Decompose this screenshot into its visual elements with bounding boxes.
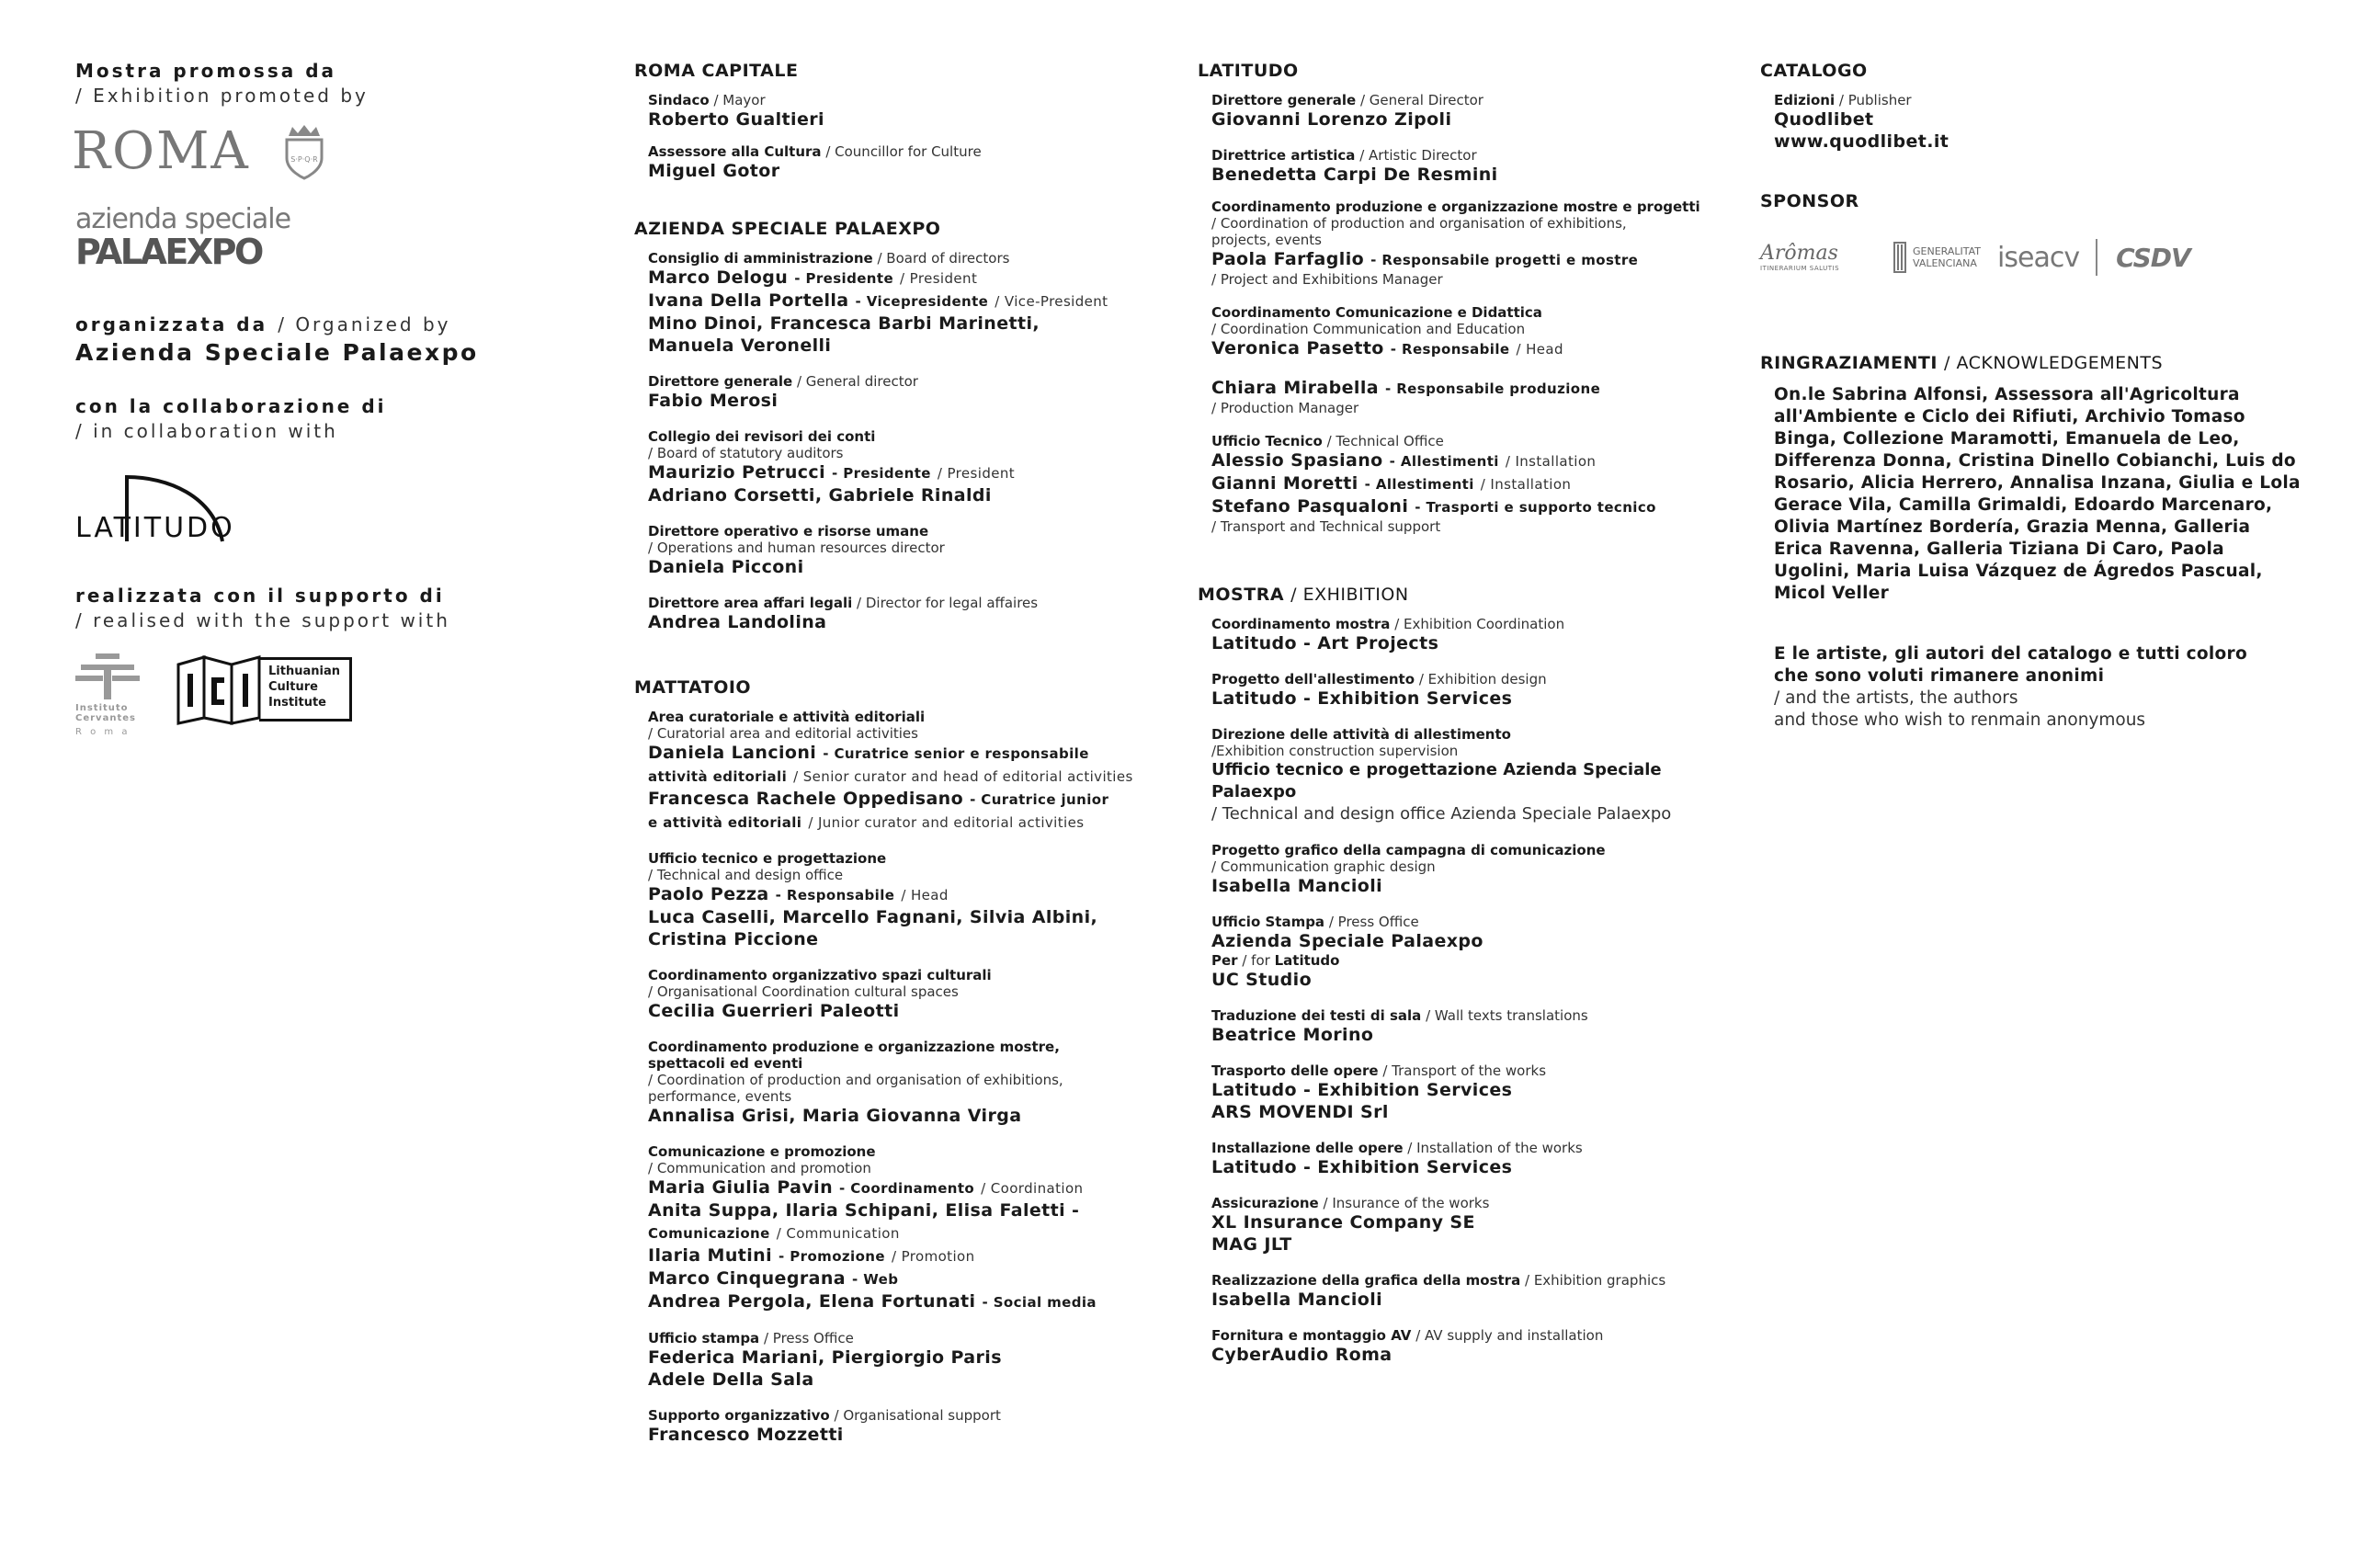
promoted-label-en: / Exhibition promoted by bbox=[75, 85, 369, 107]
section-title-it: MOSTRA bbox=[1198, 585, 1285, 605]
role-it: Progetto grafico della campagna di comunicazione bbox=[1211, 842, 1606, 858]
section-title bbox=[1760, 351, 2302, 375]
palaexpo-logo-bottom: PALAEXPO bbox=[75, 232, 262, 272]
role-it: spettacoli ed eventi bbox=[648, 1055, 803, 1072]
role-en: / Installation bbox=[1505, 453, 1597, 470]
role-en: / Transport of the works bbox=[1382, 1062, 1547, 1079]
section-title: CATALOGO bbox=[1760, 61, 1868, 81]
credit-name bbox=[1211, 377, 1740, 400]
credit-name: Latitudo - Exhibition Services bbox=[1211, 688, 1513, 709]
credit-name: Luca Caselli, Marcello Fagnani, Silvia Albini, bbox=[648, 907, 1098, 927]
support-label-it: realizzata con il supporto di bbox=[75, 585, 445, 607]
credit-entry bbox=[1211, 147, 1740, 186]
role-it: Direzione delle attività di allestimento bbox=[1211, 726, 1511, 743]
section-title: LATITUDO bbox=[1198, 61, 1299, 81]
role-sub: - Vicepresidente bbox=[855, 293, 989, 310]
latitudo-logo bbox=[75, 470, 241, 543]
role-en: / Artistic Director bbox=[1359, 147, 1477, 164]
person-name: Stefano Pasqualoni bbox=[1211, 496, 1409, 517]
credit-entry bbox=[648, 428, 1167, 506]
credit-name bbox=[1211, 472, 1740, 495]
person-name: Andrea Pergola, Elena Fortunati bbox=[648, 1291, 976, 1312]
role-en: projects, events bbox=[1211, 232, 1322, 248]
person-name: Maria Giulia Pavin bbox=[648, 1177, 834, 1198]
role-en: / Curatorial area and editorial activities bbox=[648, 725, 918, 742]
credit-name: Andrea Landolina bbox=[648, 612, 827, 632]
person-name: Maurizio Petrucci bbox=[648, 462, 826, 483]
credit-entry bbox=[648, 523, 1167, 578]
ack-line: Erica Ravenna, Galleria Tiziana Di Caro, Paola bbox=[1774, 540, 2224, 559]
credit-entry bbox=[648, 1039, 1167, 1127]
roma-wordmark: ROMA bbox=[72, 121, 250, 181]
support-label-en: / realised with the support with bbox=[75, 609, 450, 631]
credit-name bbox=[648, 290, 1167, 312]
credit-entry bbox=[1211, 1327, 1740, 1366]
role-it: Fornitura e montaggio AV bbox=[1211, 1327, 1412, 1344]
role-en: / Insurance of the works bbox=[1323, 1195, 1490, 1211]
person-name: Francesca Rachele Oppedisano bbox=[648, 789, 964, 809]
credit-name: Adriano Corsetti, Gabriele Rinaldi bbox=[648, 485, 992, 506]
role-en: / Technical Office bbox=[1326, 433, 1444, 449]
credit-entry bbox=[648, 1407, 1167, 1446]
closing-line-it: che sono voluti rimanere anonimi bbox=[1774, 666, 2105, 686]
credit-name bbox=[648, 742, 1167, 765]
role-en: / Exhibition design bbox=[1418, 671, 1547, 687]
ack-line: Differenza Donna, Cristina Dinello Cobianchi, Luis do bbox=[1774, 451, 2296, 471]
section-title: ROMA CAPITALE bbox=[634, 61, 799, 81]
person-name: Daniela Lancioni bbox=[648, 743, 817, 763]
credit-name bbox=[648, 1290, 1167, 1313]
credit-entry bbox=[1211, 1007, 1740, 1046]
role-it: Collegio dei revisori dei conti bbox=[648, 428, 876, 445]
role-en: / Communication and promotion bbox=[648, 1160, 871, 1176]
role-it: Per bbox=[1211, 952, 1238, 969]
person-name: Alessio Spasiano bbox=[1211, 450, 1383, 471]
ack-line: all'Ambiente e Ciclo dei Rifiuti, Archivio Tomaso bbox=[1774, 407, 2245, 426]
role-en: /Exhibition construction supervision bbox=[1211, 743, 1459, 759]
role-sub: - Coordinamento bbox=[839, 1180, 975, 1197]
role-it: Realizzazione della grafica della mostra bbox=[1211, 1272, 1521, 1289]
credit-name: Miguel Gotor bbox=[648, 161, 780, 181]
role-it: Direttore operativo e risorse umane bbox=[648, 523, 929, 540]
role-it: Coordinamento organizzativo spazi culturali bbox=[648, 967, 992, 983]
credit-entry bbox=[1211, 304, 1740, 360]
credit-name: Giovanni Lorenzo Zipoli bbox=[1211, 109, 1452, 130]
role-en: / Organisational support bbox=[834, 1407, 1001, 1424]
credits-column-latitudo-mostra bbox=[1198, 59, 1740, 1379]
credit-name: Latitudo - Exhibition Services bbox=[1211, 1157, 1513, 1177]
role-sub: - Responsabile bbox=[1390, 341, 1510, 358]
credit-name: Latitudo - Art Projects bbox=[1211, 633, 1439, 653]
lci-line-3: Institute bbox=[268, 696, 327, 710]
role-it: Coordinamento produzione e organizzazione mostre, bbox=[648, 1039, 1060, 1055]
palaexpo-logo bbox=[75, 203, 553, 272]
credit-name: Annalisa Grisi, Maria Giovanna Virga bbox=[648, 1106, 1022, 1126]
credit-name bbox=[648, 461, 1167, 484]
publisher-website: www.quodlibet.it bbox=[1774, 131, 1949, 152]
role-it: Coordinamento produzione e organizzazione mostre e progetti bbox=[1211, 199, 1700, 215]
promoted-label-it: Mostra promossa da bbox=[75, 60, 337, 82]
credit-name: Francesco Mozzetti bbox=[648, 1425, 844, 1445]
publisher-name: Quodlibet bbox=[1774, 109, 1874, 130]
role-it: Sindaco bbox=[648, 92, 710, 108]
role-en: / Head bbox=[901, 887, 949, 903]
role-en: / for bbox=[1242, 952, 1270, 969]
credit-name-en: / Technical and design office Azienda Speciale Palaexpo bbox=[1211, 804, 1672, 824]
collab-label-en: / in collaboration with bbox=[75, 420, 338, 442]
credit-name bbox=[648, 1244, 1167, 1267]
person-name: Marco Delogu bbox=[648, 267, 789, 288]
role-sub: - Presidente bbox=[794, 270, 894, 287]
credit-name: Manuela Veronelli bbox=[648, 335, 832, 356]
section-title: MATTATOIO bbox=[634, 677, 752, 698]
role-it: Installazione delle opere bbox=[1211, 1140, 1404, 1156]
ack-line: Binga, Collezione Maramotti, Emanuela de Leo, bbox=[1774, 429, 2240, 449]
closing-line-en: and those who wish to renmain anonymous bbox=[1774, 710, 2146, 730]
role-en: / Wall texts translations bbox=[1426, 1007, 1588, 1024]
lci-logo bbox=[176, 653, 352, 725]
credit-name: Isabella Mancioli bbox=[1211, 876, 1383, 896]
credits-column-catalogue-sponsor bbox=[1760, 59, 2302, 744]
credit-name: Ufficio tecnico e progettazione Azienda Speciale Palaexpo bbox=[1211, 760, 1662, 801]
credit-name bbox=[648, 765, 1167, 788]
generalitat-line-2: VALENCIANA bbox=[1913, 257, 1977, 269]
credit-name: Fabio Merosi bbox=[648, 391, 779, 411]
role-sub: - Curatrice junior bbox=[970, 791, 1109, 808]
ack-closing bbox=[1774, 643, 2302, 732]
credit-name: Roberto Gualtieri bbox=[648, 109, 824, 130]
credit-name: Benedetta Carpi De Resmini bbox=[1211, 165, 1498, 185]
roma-crest-text: S·P·Q·R bbox=[290, 155, 318, 164]
sponsor-logos bbox=[1760, 230, 2302, 285]
credit-entry bbox=[1211, 671, 1740, 710]
role-en: / Installation of the works bbox=[1407, 1140, 1583, 1156]
aromas-logo bbox=[1760, 243, 1869, 272]
section-mostra bbox=[1198, 583, 1740, 1366]
credit-entry bbox=[1211, 1140, 1740, 1178]
roma-crest-icon bbox=[281, 123, 327, 180]
role-en: / Project and Exhibitions Manager bbox=[1211, 271, 1443, 288]
role-en: / Junior curator and editorial activities bbox=[808, 814, 1085, 831]
credit-name bbox=[1211, 248, 1740, 271]
role-en: / President bbox=[900, 270, 978, 287]
section-catalogo bbox=[1760, 59, 2302, 153]
section-title: SPONSOR bbox=[1760, 191, 1859, 211]
section-title-it: RINGRAZIAMENTI bbox=[1760, 353, 1938, 373]
credit-name bbox=[648, 883, 1167, 906]
role-en: / Promotion bbox=[891, 1248, 975, 1265]
role-it: Trasporto delle opere bbox=[1211, 1062, 1379, 1079]
credit-entry bbox=[1211, 726, 1740, 825]
ack-line: Rosario, Alicia Herrero, Annalisa Inzana, Giulia e Lola bbox=[1774, 473, 2301, 493]
credit-name bbox=[1211, 337, 1740, 360]
ack-line: Gerace Vila, Camilla Grimaldi, Edoardo Marcenaro, bbox=[1774, 495, 2273, 515]
role-en: / Press Office bbox=[763, 1330, 854, 1346]
role-sub: - Allestimenti bbox=[1389, 453, 1499, 470]
role-sub: Comunicazione bbox=[648, 1225, 770, 1242]
role-en: / AV supply and installation bbox=[1415, 1327, 1604, 1344]
role-it: Comunicazione e promozione bbox=[648, 1143, 876, 1160]
person-name: Gianni Moretti bbox=[1211, 473, 1358, 494]
ack-line: Ugolini, Maria Luisa Vázquez de Ágredos Pascual, bbox=[1774, 562, 2263, 581]
credit-name: Cecilia Guerrieri Paleotti bbox=[648, 1001, 900, 1021]
cervantes-icon bbox=[75, 653, 140, 699]
role-it: Ufficio tecnico e progettazione bbox=[648, 850, 887, 867]
role-sub: attività editoriali bbox=[648, 768, 788, 785]
ack-line: Micol Veller bbox=[1774, 584, 1890, 603]
credits-column-rome-palaexpo-mattatoio bbox=[634, 59, 1167, 1459]
role-it: Direttore area affari legali bbox=[648, 595, 853, 611]
organized-label-it: organizzata da bbox=[75, 313, 268, 335]
credit-name bbox=[648, 811, 1167, 834]
credits-column-promoters bbox=[72, 59, 553, 737]
person-name: Ivana Della Portella bbox=[648, 290, 849, 311]
role-en: / Councillor for Culture bbox=[825, 143, 982, 160]
role-en: / Communication graphic design bbox=[1211, 858, 1436, 875]
credit-entry bbox=[648, 1330, 1167, 1391]
role-en: / Director for legal affaires bbox=[857, 595, 1039, 611]
credit-entry bbox=[1211, 92, 1740, 131]
role-en: / Coordination of production and organisation of exhibitions, bbox=[648, 1072, 1063, 1088]
section-acknowledgements bbox=[1760, 351, 2302, 732]
role-sub: - Web bbox=[851, 1271, 899, 1288]
person-name: Chiara Mirabella bbox=[1211, 378, 1379, 398]
credit-entry bbox=[1211, 1272, 1740, 1311]
organizer-name: Azienda Speciale Palaexpo bbox=[75, 339, 479, 366]
credit-entry bbox=[1211, 1195, 1740, 1256]
cervantes-line-3: R o m a bbox=[75, 727, 131, 737]
role-it: Ufficio Stampa bbox=[1211, 914, 1325, 930]
credit-entry bbox=[648, 373, 1167, 412]
role-en: / General director bbox=[796, 373, 918, 390]
role-it: Direttore generale bbox=[1211, 92, 1357, 108]
aromas-wordmark: Arômas bbox=[1760, 242, 1838, 265]
lci-icon bbox=[176, 653, 261, 725]
role-it: Area curatoriale e attività editoriali bbox=[648, 709, 926, 725]
iseacv-logo: iseacv bbox=[1997, 241, 2080, 274]
credit-name: Federica Mariani, Piergiorgio Paris bbox=[648, 1347, 1002, 1368]
role-en: / Coordination Communication and Education bbox=[1211, 321, 1526, 337]
credit-entry bbox=[648, 92, 1167, 131]
section-title-en: / EXHIBITION bbox=[1290, 585, 1409, 605]
credit-entry bbox=[1211, 842, 1740, 897]
role-en: / Transport and Technical support bbox=[1211, 518, 1441, 535]
role-it: Coordinamento Comunicazione e Didattica bbox=[1211, 304, 1542, 321]
role-en: / Coordination bbox=[981, 1180, 1084, 1197]
role-en: / Press Office bbox=[1328, 914, 1419, 930]
role-en: / Communication bbox=[776, 1225, 900, 1242]
credit-name: Adele Della Sala bbox=[648, 1369, 814, 1390]
credit-name: Mino Dinoi, Francesca Barbi Marinetti, bbox=[648, 313, 1040, 334]
credit-entry bbox=[648, 1143, 1167, 1313]
closing-line-en: / and the artists, the authors bbox=[1774, 688, 2018, 708]
role-en: / Technical and design office bbox=[648, 867, 844, 883]
credit-entry bbox=[648, 143, 1167, 182]
role-it: Supporto organizzativo bbox=[648, 1407, 830, 1424]
credit-name: Daniela Picconi bbox=[648, 557, 804, 577]
role-sub: - Responsabile progetti e mostre bbox=[1370, 252, 1639, 268]
lci-line-2: Culture bbox=[268, 680, 318, 694]
credit-name bbox=[1211, 449, 1740, 472]
role-it: Latitudo bbox=[1274, 952, 1340, 969]
aromas-tagline: ITINERARIUM SALUTIS bbox=[1760, 265, 1840, 272]
credit-entry bbox=[648, 709, 1167, 834]
role-en: / Exhibition Coordination bbox=[1394, 616, 1565, 632]
role-it: Assicurazione bbox=[1211, 1195, 1319, 1211]
ack-line: On.le Sabrina Alfonsi, Assessora all'Agricoltura bbox=[1774, 385, 2240, 404]
role-it: Ufficio Tecnico bbox=[1211, 433, 1323, 449]
role-sub: - Social media bbox=[982, 1294, 1097, 1311]
credit-name: Cristina Piccione bbox=[648, 929, 819, 949]
section-palaexpo bbox=[634, 217, 1167, 633]
credit-name bbox=[648, 1267, 1167, 1290]
section-title-en: / ACKNOWLEDGEMENTS bbox=[1944, 353, 2164, 373]
credit-entry bbox=[648, 967, 1167, 1022]
credit-entry bbox=[1211, 199, 1740, 288]
csdv-logo: CSDV bbox=[2116, 242, 2190, 273]
section-title: AZIENDA SPECIALE PALAEXPO bbox=[634, 219, 941, 239]
role-sub: - Promozione bbox=[779, 1248, 885, 1265]
section-latitudo bbox=[1198, 59, 1740, 535]
role-sub: - Responsabile produzione bbox=[1384, 381, 1601, 397]
section-title bbox=[1198, 583, 1740, 607]
credit-entry bbox=[648, 850, 1167, 950]
roma-logo bbox=[72, 119, 553, 184]
credit-entry bbox=[1211, 377, 1740, 416]
person-name: Paolo Pezza bbox=[648, 884, 769, 904]
role-sub: - Responsabile bbox=[775, 887, 895, 903]
person-name: Veronica Pasetto bbox=[1211, 338, 1384, 358]
instituto-cervantes-logo bbox=[75, 653, 153, 737]
role-sub: e attività editoriali bbox=[648, 814, 802, 831]
lci-line-1: Lithuanian bbox=[268, 665, 340, 678]
role-en: / Senior curator and head of editorial activities bbox=[793, 768, 1133, 785]
role-en: / Head bbox=[1516, 341, 1563, 358]
role-it: Direttore generale bbox=[648, 373, 793, 390]
credit-name: MAG JLT bbox=[1211, 1234, 1292, 1255]
person-name: Paola Farfaglio bbox=[1211, 249, 1365, 269]
credit-name bbox=[1211, 495, 1740, 518]
role-en: / Vice-President bbox=[995, 293, 1108, 310]
role-en: / Exhibition graphics bbox=[1525, 1272, 1666, 1289]
role-en: / President bbox=[937, 465, 1016, 482]
section-roma-capitale bbox=[634, 59, 1167, 182]
role-en: / Board of directors bbox=[877, 250, 1010, 267]
credit-entry bbox=[1211, 433, 1740, 535]
role-en: / General Director bbox=[1359, 92, 1483, 108]
generalitat-line-1: GENERALITAT bbox=[1913, 245, 1982, 257]
role-en: performance, events bbox=[648, 1088, 792, 1105]
credit-name: ARS MOVENDI Srl bbox=[1211, 1102, 1389, 1122]
role-it: Coordinamento mostra bbox=[1211, 616, 1391, 632]
credit-name bbox=[648, 267, 1167, 290]
credit-name bbox=[648, 788, 1167, 811]
credit-name: Anita Suppa, Ilaria Schipani, Elisa Faletti - bbox=[648, 1200, 1080, 1221]
ack-list bbox=[1774, 384, 2302, 605]
role-en: / Board of statutory auditors bbox=[648, 445, 844, 461]
closing-line-it: E le artiste, gli autori del catalogo e tutti coloro bbox=[1774, 644, 2247, 664]
cervantes-line-2: Cervantes bbox=[75, 713, 136, 723]
cervantes-line-1: Instituto bbox=[75, 703, 129, 713]
credit-name: Isabella Mancioli bbox=[1211, 1290, 1383, 1310]
role-en: / Publisher bbox=[1838, 92, 1912, 108]
section-sponsor bbox=[1760, 189, 2302, 285]
role-it: Consiglio di amministrazione bbox=[648, 250, 873, 267]
role-sub: - Curatrice senior e responsabile bbox=[823, 745, 1089, 762]
sponsor-divider bbox=[2096, 239, 2097, 276]
role-it: Traduzione dei testi di sala bbox=[1211, 1007, 1422, 1024]
role-it: Ufficio stampa bbox=[648, 1330, 760, 1346]
role-it: Progetto dell'allestimento bbox=[1211, 671, 1415, 687]
credit-name: Beatrice Morino bbox=[1211, 1025, 1374, 1045]
credit-entry bbox=[1211, 1062, 1740, 1123]
credit-entry bbox=[1774, 92, 2302, 153]
credit-name bbox=[648, 1221, 1167, 1244]
person-name: Marco Cinquegrana bbox=[648, 1268, 846, 1289]
credit-entry bbox=[648, 595, 1167, 633]
role-sub: - Allestimenti bbox=[1364, 476, 1474, 493]
credit-entry-board bbox=[648, 250, 1167, 357]
role-en: / Production Manager bbox=[1211, 400, 1359, 416]
role-sub: - Trasporti e supporto tecnico bbox=[1415, 499, 1656, 516]
role-sub: - Presidente bbox=[832, 465, 931, 482]
role-en: / Organisational Coordination cultural spaces bbox=[648, 983, 959, 1000]
role-en: / Mayor bbox=[713, 92, 766, 108]
credit-name bbox=[648, 1176, 1167, 1199]
organized-label-en: / Organized by bbox=[278, 313, 451, 335]
credit-entry bbox=[1211, 914, 1740, 991]
role-it: Assessore alla Cultura bbox=[648, 143, 822, 160]
generalitat-logo bbox=[1893, 241, 1981, 274]
credit-name: XL Insurance Company SE bbox=[1211, 1212, 1475, 1233]
role-it: Edizioni bbox=[1774, 92, 1836, 108]
credit-name: CyberAudio Roma bbox=[1211, 1345, 1392, 1365]
credit-name: Latitudo - Exhibition Services bbox=[1211, 1080, 1513, 1100]
person-name: Ilaria Mutini bbox=[648, 1245, 772, 1266]
ack-line: Olivia Martínez Bordería, Grazia Menna, Galleria bbox=[1774, 517, 2251, 537]
latitudo-wordmark: LATITUDO bbox=[75, 512, 235, 544]
credit-name: UC Studio bbox=[1211, 970, 1313, 990]
collab-label-it: con la collaborazione di bbox=[75, 395, 387, 417]
role-en: / Installation bbox=[1480, 476, 1572, 493]
role-en: / Coordination of production and organisation of exhibitions, bbox=[1211, 215, 1627, 232]
section-mattatoio bbox=[634, 676, 1167, 1446]
palaexpo-logo-top: azienda speciale bbox=[75, 203, 291, 235]
role-en: / Operations and human resources director bbox=[648, 540, 945, 556]
role-it: Direttrice artistica bbox=[1211, 147, 1356, 164]
credit-name: Azienda Speciale Palaexpo bbox=[1211, 931, 1483, 951]
credit-entry bbox=[1211, 616, 1740, 654]
generalitat-shield-icon bbox=[1893, 241, 1907, 274]
